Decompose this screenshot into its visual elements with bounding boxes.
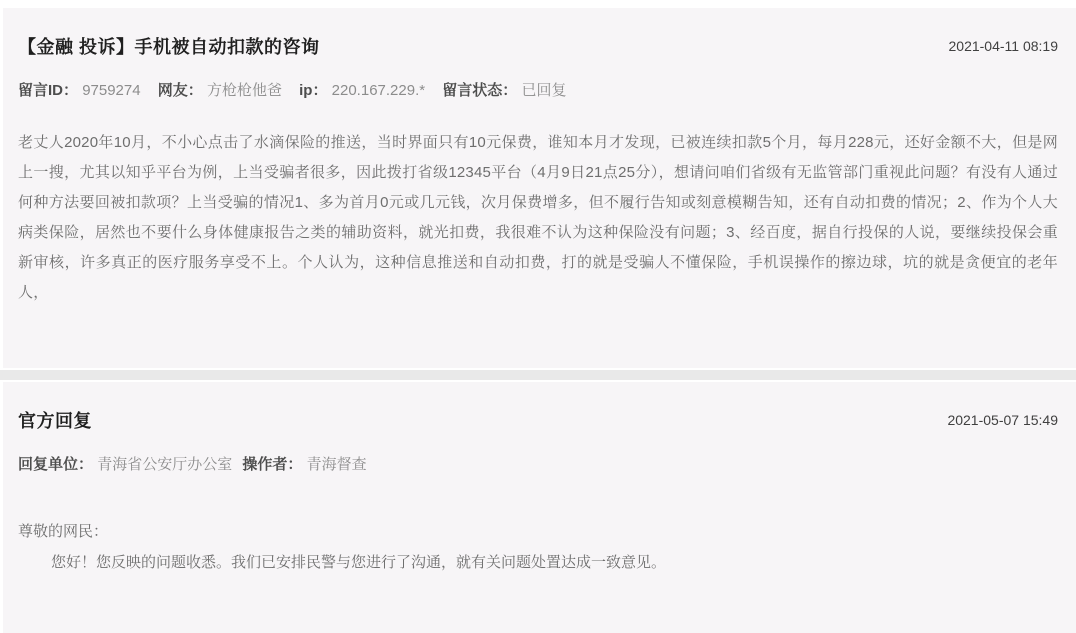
reply-text: 您好！您反映的问题收悉。我们已安排民警与您进行了沟通，就有关问题处置达成一致意见。 — [51, 554, 667, 571]
reply-meta-row — [18, 454, 1058, 476]
reply-date: 2021-05-07 15:49 — [947, 412, 1058, 428]
message-id-label: 留言ID： — [18, 82, 79, 99]
reply-title: 官方回复 — [18, 411, 92, 431]
status-badge: 已回复 — [521, 82, 567, 99]
message-title: 【金融 投诉】手机被自动扣款的咨询 — [18, 37, 320, 57]
section-divider — [0, 370, 1076, 380]
message-id-value: 9759274 — [82, 82, 141, 99]
operator-value: 青海督查 — [306, 456, 367, 473]
ip-label: ip： — [299, 82, 328, 99]
reply-card — [3, 382, 1076, 633]
netizen-label: 网友： — [157, 82, 203, 99]
message-card — [3, 8, 1076, 368]
message-body: 老丈人2020年10月，不小心点击了水滴保险的推送，当时界面只有10元保费，谁知本月才发现，已被连续扣款5个月，每月228元，还好金额不大，但是网上一搜，尤其以知乎平台为例，上当受骗者很多，因此拨打省级12345平台（4月9日21点25分），想请问咱们省级有无监管部门重视此问题？有没有人通过何种方法要回被扣款项？上当受骗的情况1、多为首月0元或几元钱，次月保费增多，但不履行告知或刻意模糊告知，还有自动扣费的情况；2、作为个人大病类保险，居然也不要什么身体健康报告之类的辅助资料，就光扣费，我很难不认为这种保险没有问题；3、经百度，据自行投保的人说，要继续投保会重新审核，许多真正的医疗服务享受不上。个人认为，这种信息推送和自动扣费，打的就是受骗人不懂保险，手机误操作的擦边球，坑的就是贪便宜的老年人， — [18, 134, 1058, 301]
message-meta-row — [18, 80, 1058, 102]
operator-label: 操作者： — [242, 456, 303, 473]
reply-unit-value: 青海省公安厅办公室 — [97, 456, 233, 473]
status-label: 留言状态： — [442, 82, 518, 99]
reply-header — [18, 382, 1058, 433]
page — [0, 8, 1076, 633]
reply-unit-label: 回复单位： — [18, 456, 94, 473]
netizen-value: 方枪枪他爸 — [206, 82, 282, 99]
message-date: 2021-04-11 08:19 — [948, 38, 1058, 54]
ip-value: 220.167.229.* — [331, 82, 426, 99]
message-header — [18, 8, 1058, 59]
reply-salutation: 尊敬的网民： — [18, 523, 109, 540]
reply-body — [18, 516, 1058, 578]
